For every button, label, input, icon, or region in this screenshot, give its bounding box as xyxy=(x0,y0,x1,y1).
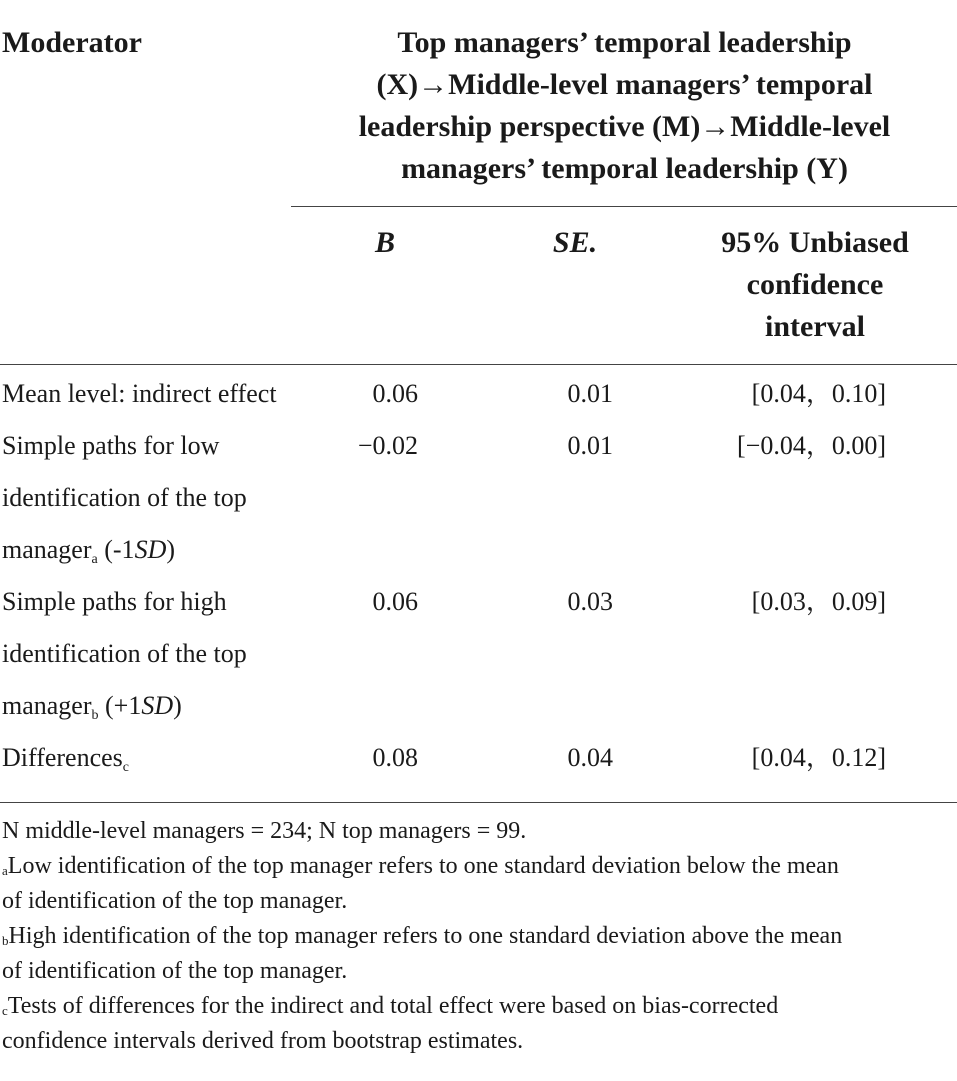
header-bottom-rule xyxy=(0,364,957,365)
row-label-text: manager$^a$ (-1SD) xyxy=(2,535,176,567)
cell-b: −0.02 xyxy=(357,431,418,460)
group-header-rule xyxy=(291,206,957,207)
ci-header-line: 95% Unbiased xyxy=(721,226,909,259)
cell-se: 0.04 xyxy=(567,743,613,772)
cell-b: 0.08 xyxy=(372,743,418,772)
note-a-cont: of identification of the top manager. xyxy=(2,888,348,914)
row-label-mean-level xyxy=(2,368,302,420)
note-b: $^b$High identification of the top manager refers to one standard deviation above the mean xyxy=(2,923,843,949)
cell-se: 0.01 xyxy=(567,379,613,408)
group-header-line: managers’ temporal leadership (Y) xyxy=(401,152,848,185)
row-label-text: Simple paths for high xyxy=(2,587,227,616)
column-group-header xyxy=(292,22,957,190)
note-c-cont: confidence intervals derived from bootstrap estimates. xyxy=(2,1028,524,1054)
table-bottom-rule xyxy=(0,802,957,803)
cell-ci: [0.04，0.12] xyxy=(751,743,886,772)
ci-header-line: confidence xyxy=(746,268,884,301)
ci-header-line: interval xyxy=(765,310,865,343)
row-label-text: Differences xyxy=(2,743,123,772)
footnote-marker: a xyxy=(2,863,8,878)
footnote-marker: a xyxy=(91,552,98,567)
group-header-line: Top managers’ temporal leadership xyxy=(397,26,852,59)
footnote-marker: b xyxy=(91,708,99,723)
column-header-se: SE. xyxy=(552,226,598,259)
table-notes xyxy=(2,814,952,1059)
cell-se: 0.01 xyxy=(567,431,613,460)
row-label-text: identification of the top xyxy=(2,483,247,512)
column-header-ci xyxy=(690,222,940,348)
note-sample-size: N middle-level managers = 234; N top managers = 99. xyxy=(2,818,527,844)
group-header-line: (X)→Middle-level managers’ temporal xyxy=(376,68,873,101)
cell-ci: [−0.04，0.00] xyxy=(737,431,886,460)
group-header-line: leadership perspective (M)→Middle-level xyxy=(358,110,891,143)
note-b-cont: of identification of the top manager. xyxy=(2,958,348,984)
footnote-marker: b xyxy=(2,933,9,948)
note-c: $^c$Tests of differences for the indirect and total effect were based on bias-corrected xyxy=(2,993,779,1019)
row-label-text: manager$^b$ (+1SD) xyxy=(2,691,182,723)
column-header-b: B xyxy=(374,226,395,259)
cell-ci: [0.04，0.10] xyxy=(751,379,886,408)
cell-se: 0.03 xyxy=(567,587,613,616)
cell-ci: [0.03，0.09] xyxy=(751,587,886,616)
footnote-marker: c xyxy=(2,1003,8,1018)
row-label-text: Simple paths for low xyxy=(2,431,220,460)
row-label-high-identification xyxy=(2,576,302,732)
footnote-marker: c xyxy=(122,760,130,775)
cell-b: 0.06 xyxy=(372,587,418,616)
row-label-low-identification xyxy=(2,420,302,576)
column-header-moderator: Moderator xyxy=(2,26,142,59)
row-label-differences xyxy=(2,732,302,784)
cell-b: 0.06 xyxy=(372,379,418,408)
note-a: $^a$Low identification of the top manager refers to one standard deviation below the mean xyxy=(2,853,839,879)
row-label-text: Mean level: indirect effect xyxy=(2,379,277,408)
row-label-text: identification of the top xyxy=(2,639,247,668)
